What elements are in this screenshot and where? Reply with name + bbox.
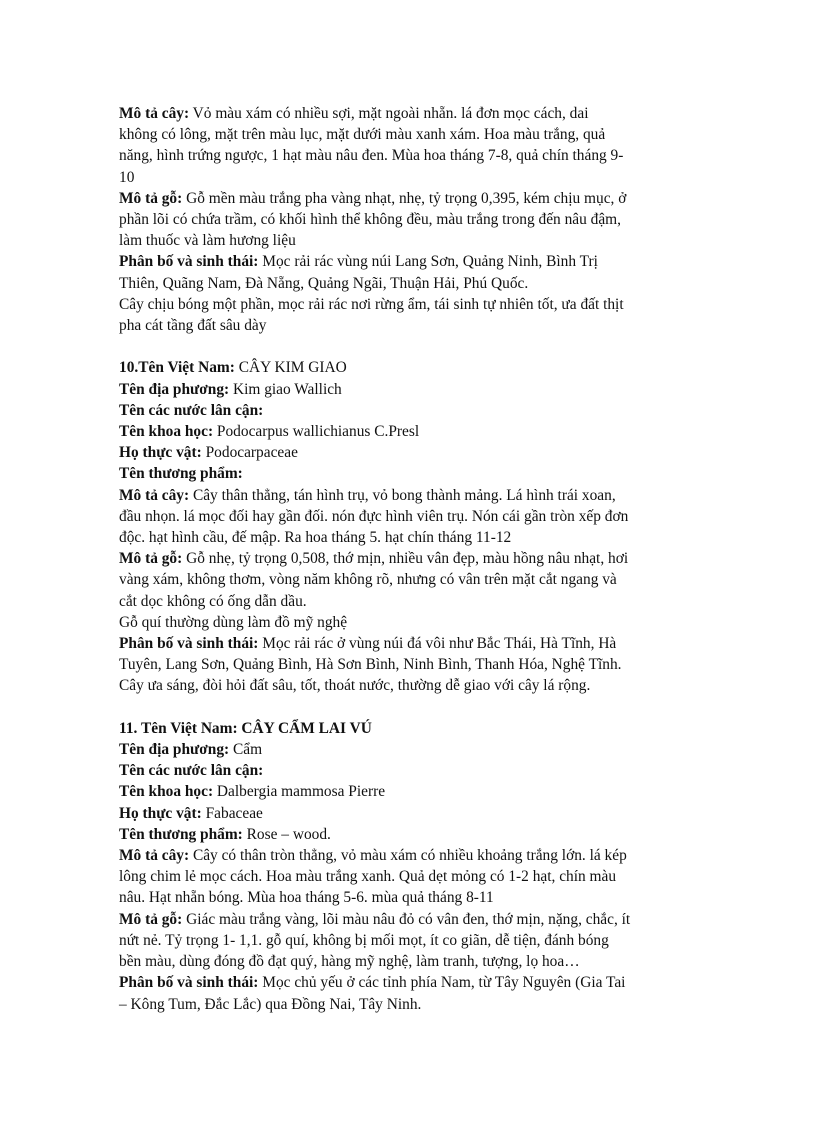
text-line: pha cát tầng đất sâu dày bbox=[119, 317, 267, 335]
spacer bbox=[119, 697, 699, 718]
distribution-ecology: Phân bố và sinh thái: Mọc chủ yếu ở các tỉnh phía Nam, từ Tây Nguyên (Gia Tai bbox=[119, 974, 626, 992]
distribution-ecology: Phân bố và sinh thái: Mọc rải rác ở vùng núi đá vôi như Bắc Thái, Hà Tĩnh, Hà bbox=[119, 635, 617, 653]
text-line: nâu. Hạt nhẵn bóng. Mùa hoa tháng 5-6. mùa quả tháng 8-11 bbox=[119, 889, 494, 907]
text-line: 10 bbox=[119, 168, 135, 186]
section-title: 11. Tên Việt Nam: CÂY CẨM LAI VÚ bbox=[119, 719, 372, 737]
trade-name: Tên thương phẩm: bbox=[119, 465, 243, 483]
text-line: Thiên, Quãng Nam, Đà Nẵng, Quảng Ngãi, Thuận Hải, Phú Quốc. bbox=[119, 274, 529, 292]
text-line: Cây ưa sáng, đòi hỏi đất sâu, tốt, thoát nước, thường dễ giao với cây lá rộng. bbox=[119, 677, 591, 695]
section-title: 10.Tên Việt Nam: CÂY KIM GIAO bbox=[119, 359, 347, 377]
plant-family: Họ thực vật: Fabaceae bbox=[119, 804, 263, 822]
local-name: Tên địa phương: Cẩm bbox=[119, 741, 263, 759]
distribution-ecology: Phân bố và sinh thái: Mọc rải rác vùng núi Lang Sơn, Quảng Ninh, Bình Trị bbox=[119, 253, 598, 271]
tree-description: Mô tả cây: Cây thân thẳng, tán hình trụ, vỏ bong thành mảng. Lá hình trái xoan, bbox=[119, 486, 616, 504]
text-line: bền màu, dùng đóng đồ đạt quý, hàng mỹ nghệ, làm tranh, tượng, lọ hoa… bbox=[119, 953, 580, 971]
field-label: Mô tả gỗ: bbox=[119, 189, 183, 207]
text-line: nứt nẻ. Tỷ trọng 1- 1,1. gỗ quí, không bị mối mọt, ít co giãn, dễ tiện, đánh bóng bbox=[119, 931, 609, 949]
text-line: – Kông Tum, Đắc Lắc) qua Đồng Nai, Tây Ninh. bbox=[119, 995, 422, 1013]
text-line: Gỗ quí thường dùng làm đồ mỹ nghệ bbox=[119, 613, 348, 631]
text-line: phần lõi có chứa trầm, có khối hình thể không đều, màu trắng trong đến nâu đậm, bbox=[119, 211, 621, 229]
text-line: không có lông, mặt trên màu lục, mặt dưới màu xanh xám. Hoa màu trắng, quả bbox=[119, 126, 606, 144]
text-line: Tuyên, Lang Sơn, Quảng Bình, Hà Sơn Bình, Ninh Bình, Thanh Hóa, Nghệ Tĩnh. bbox=[119, 656, 622, 674]
local-name: Tên địa phương: Kim giao Wallich bbox=[119, 380, 342, 398]
text-line: vàng xám, không thơm, vòng năm không rõ, nhưng có vân trên mặt cắt ngang và bbox=[119, 571, 617, 589]
wood-description: Mô tả gỗ: Giác màu trắng vàng, lõi màu nâu đỏ có vân đen, thớ mịn, nặng, chắc, ít bbox=[119, 910, 631, 928]
tree-description: Mô tả cây: Cây có thân tròn thẳng, vỏ màu xám có nhiều khoảng trắng lớn. lá kép bbox=[119, 847, 627, 865]
field-label: Phân bố và sinh thái: bbox=[119, 253, 259, 271]
plant-family: Họ thực vật: Podocarpaceae bbox=[119, 444, 298, 462]
scientific-name: Tên khoa học: Podocarpus wallichianus C.Presl bbox=[119, 423, 420, 441]
text-line: Cây chịu bóng một phần, mọc rải rác nơi rừng ẩm, tái sinh tự nhiên tốt, ưa đất thịt bbox=[119, 295, 624, 313]
text-line: cắt dọc không có ống dẫn dầu. bbox=[119, 592, 307, 610]
tree-description: Mô tả cây: Vỏ màu xám có nhiều sợi, mặt ngoài nhẵn. lá đơn mọc cách, dai bbox=[119, 105, 589, 122]
text-line: độc. hạt hình cầu, đế mập. Ra hoa tháng 5. hạt chín tháng 11-12 bbox=[119, 529, 512, 547]
section-kim-giao bbox=[119, 357, 699, 696]
section-previous-species bbox=[119, 103, 699, 336]
text-line: năng, hình trứng ngược, 1 hạt màu nâu đen. Mùa hoa tháng 7-8, quả chín tháng 9- bbox=[119, 147, 624, 165]
text-line: lông chim lẻ mọc cách. Hoa màu trắng xanh. Quả dẹt mỏng có 1-2 hạt, chín màu bbox=[119, 868, 617, 886]
document-page bbox=[119, 103, 699, 1015]
trade-name: Tên thương phẩm: Rose – wood. bbox=[119, 825, 331, 843]
wood-description: Mô tả gỗ: Gỗ mền màu trắng pha vàng nhạt, nhẹ, tỷ trọng 0,395, kém chịu mục, ở bbox=[119, 189, 627, 207]
spacer bbox=[119, 336, 699, 357]
neighbor-names: Tên các nước lân cận: bbox=[119, 401, 264, 419]
text-line: đầu nhọn. lá mọc đối hay gần đối. nón đực hình viên trụ. Nón cái gần tròn xếp đơn bbox=[119, 507, 629, 525]
text-line: làm thuốc và làm hương liệu bbox=[119, 232, 296, 250]
field-label: Mô tả cây: bbox=[119, 105, 190, 122]
neighbor-names: Tên các nước lân cận: bbox=[119, 762, 264, 780]
scientific-name: Tên khoa học: Dalbergia mammosa Pierre bbox=[119, 783, 386, 801]
section-cam-lai-vu bbox=[119, 718, 699, 1015]
wood-description: Mô tả gỗ: Gỗ nhẹ, tỷ trọng 0,508, thớ mịn, nhiều vân đẹp, màu hồng nâu nhạt, hơi bbox=[119, 550, 629, 568]
